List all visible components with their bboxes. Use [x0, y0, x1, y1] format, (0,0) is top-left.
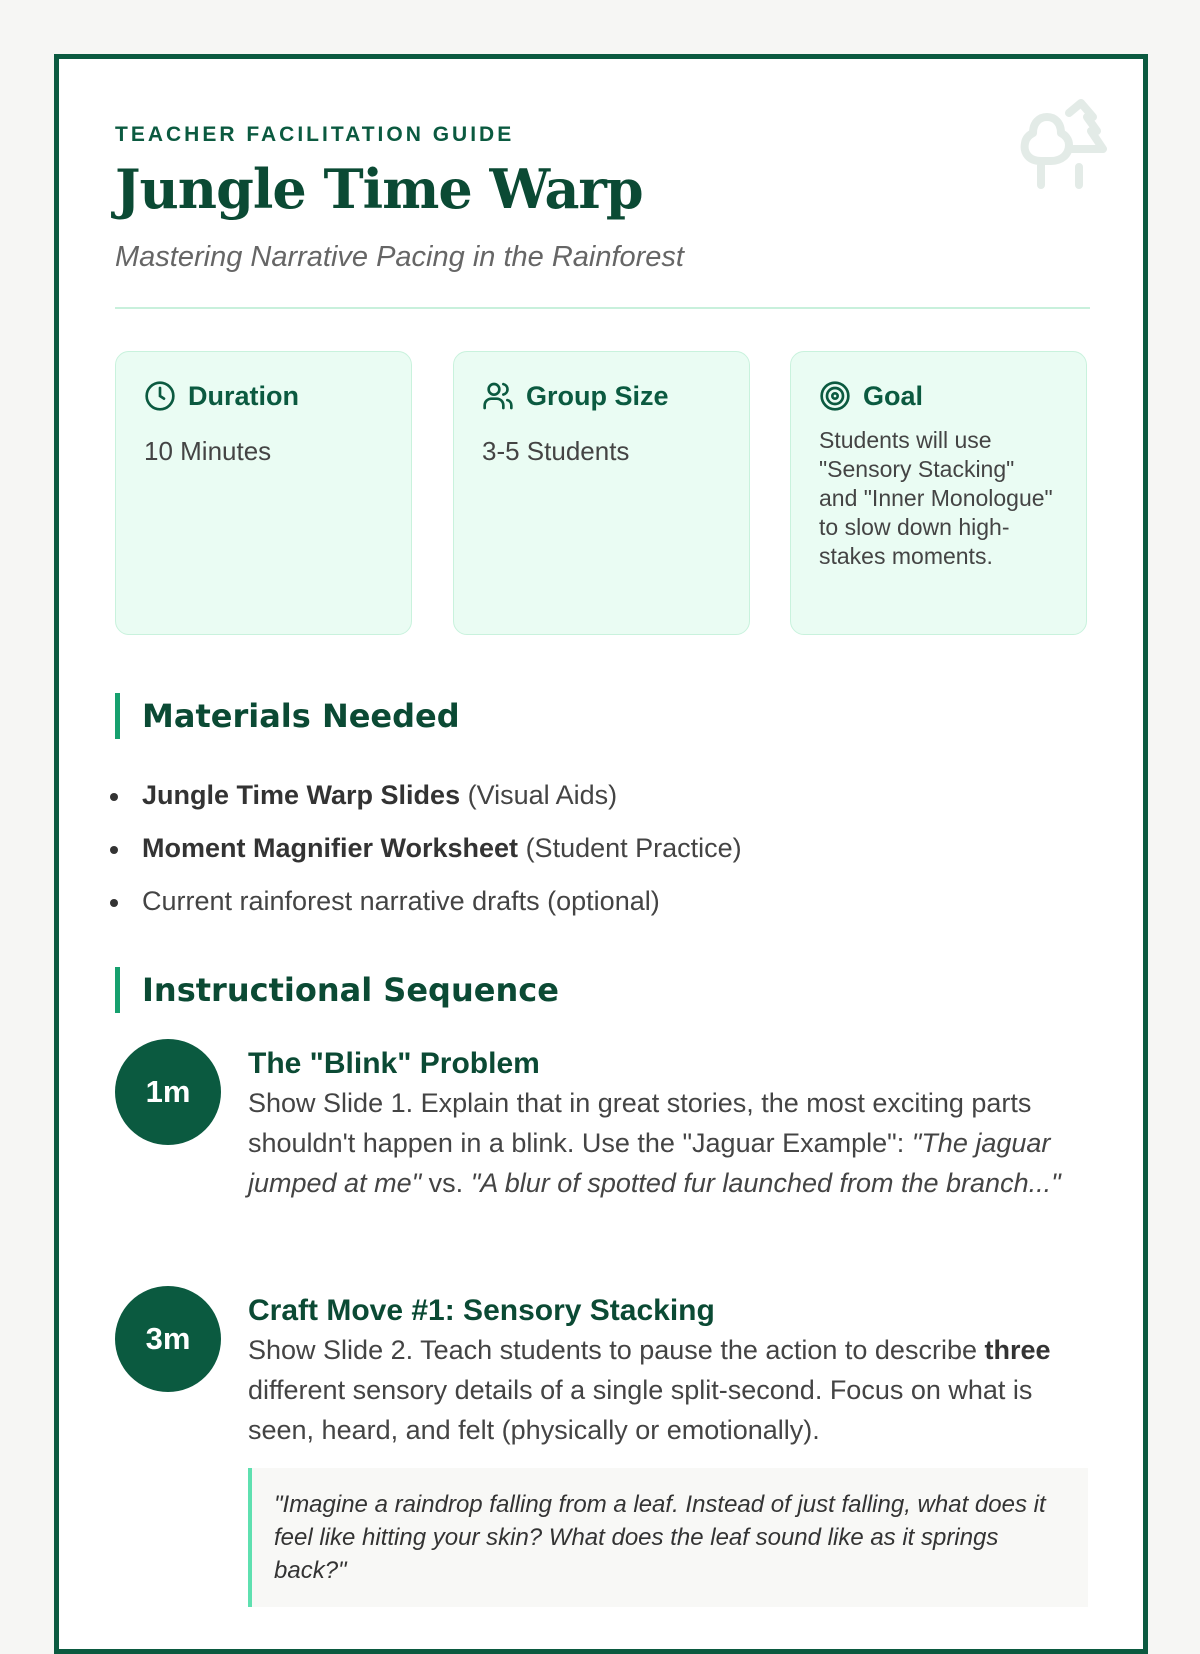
materials-list [115, 769, 742, 928]
page-subtitle: Mastering Narrative Pacing in the Rainforest [115, 241, 684, 273]
list-item [115, 769, 742, 822]
clock-icon [144, 380, 176, 412]
step-body: Show Slide 2. Teach students to pause the action to describe three different sensory details of a single split-second. Focus on what is seen, heard, and felt (physically or emotionally). [248, 1335, 1051, 1445]
example-quote: "Imagine a raindrop falling from a leaf. Instead of just falling, what does it feel like hitting your skin? What does the leaf sound like as it springs back?" [248, 1468, 1088, 1607]
item-text: Current rainforest narrative drafts (optional) [142, 886, 660, 916]
eyebrow: TEACHER FACILITATION GUIDE [115, 123, 515, 146]
step-title: Craft Move #1: Sensory Stacking [248, 1294, 715, 1327]
step-title: The "Blink" Problem [248, 1047, 540, 1080]
card-value: 10 Minutes [144, 436, 272, 466]
sequence-heading: Instructional Sequence [115, 967, 559, 1013]
list-item [115, 875, 742, 928]
materials-heading: Materials Needed [115, 693, 460, 739]
target-icon [819, 380, 851, 412]
item-bold: Jungle Time Warp Slides [142, 780, 461, 810]
step-body: Show Slide 1. Explain that in great stories, the most exciting parts shouldn't happen in a blink. Use the "Jaguar Example": "The jaguar jumped at me" vs. "A blur of spotted fur launched from the branch..." [248, 1088, 1061, 1198]
item-text: (Visual Aids) [460, 780, 618, 810]
card-value: 3-5 Students [482, 436, 630, 466]
divider [115, 307, 1090, 309]
group-size-card [453, 351, 750, 635]
card-label: Duration [188, 380, 299, 411]
card-label: Group Size [526, 380, 669, 411]
time-badge: 3m [115, 1286, 221, 1392]
card-value: Students will use "Sensory Stacking" and "Inner Monologue" to slow down high-stakes moments. [819, 427, 1053, 569]
item-bold: Moment Magnifier Worksheet [142, 833, 519, 863]
time-badge: 1m [115, 1039, 221, 1145]
page-title: Jungle Time Warp [115, 157, 643, 221]
guide-card [54, 54, 1148, 1654]
list-item [115, 822, 742, 875]
card-label: Goal [863, 380, 924, 411]
users-icon [482, 380, 514, 412]
item-text: (Student Practice) [518, 833, 742, 863]
trees-icon [1011, 93, 1111, 193]
duration-card [115, 351, 412, 635]
goal-card [790, 351, 1087, 635]
